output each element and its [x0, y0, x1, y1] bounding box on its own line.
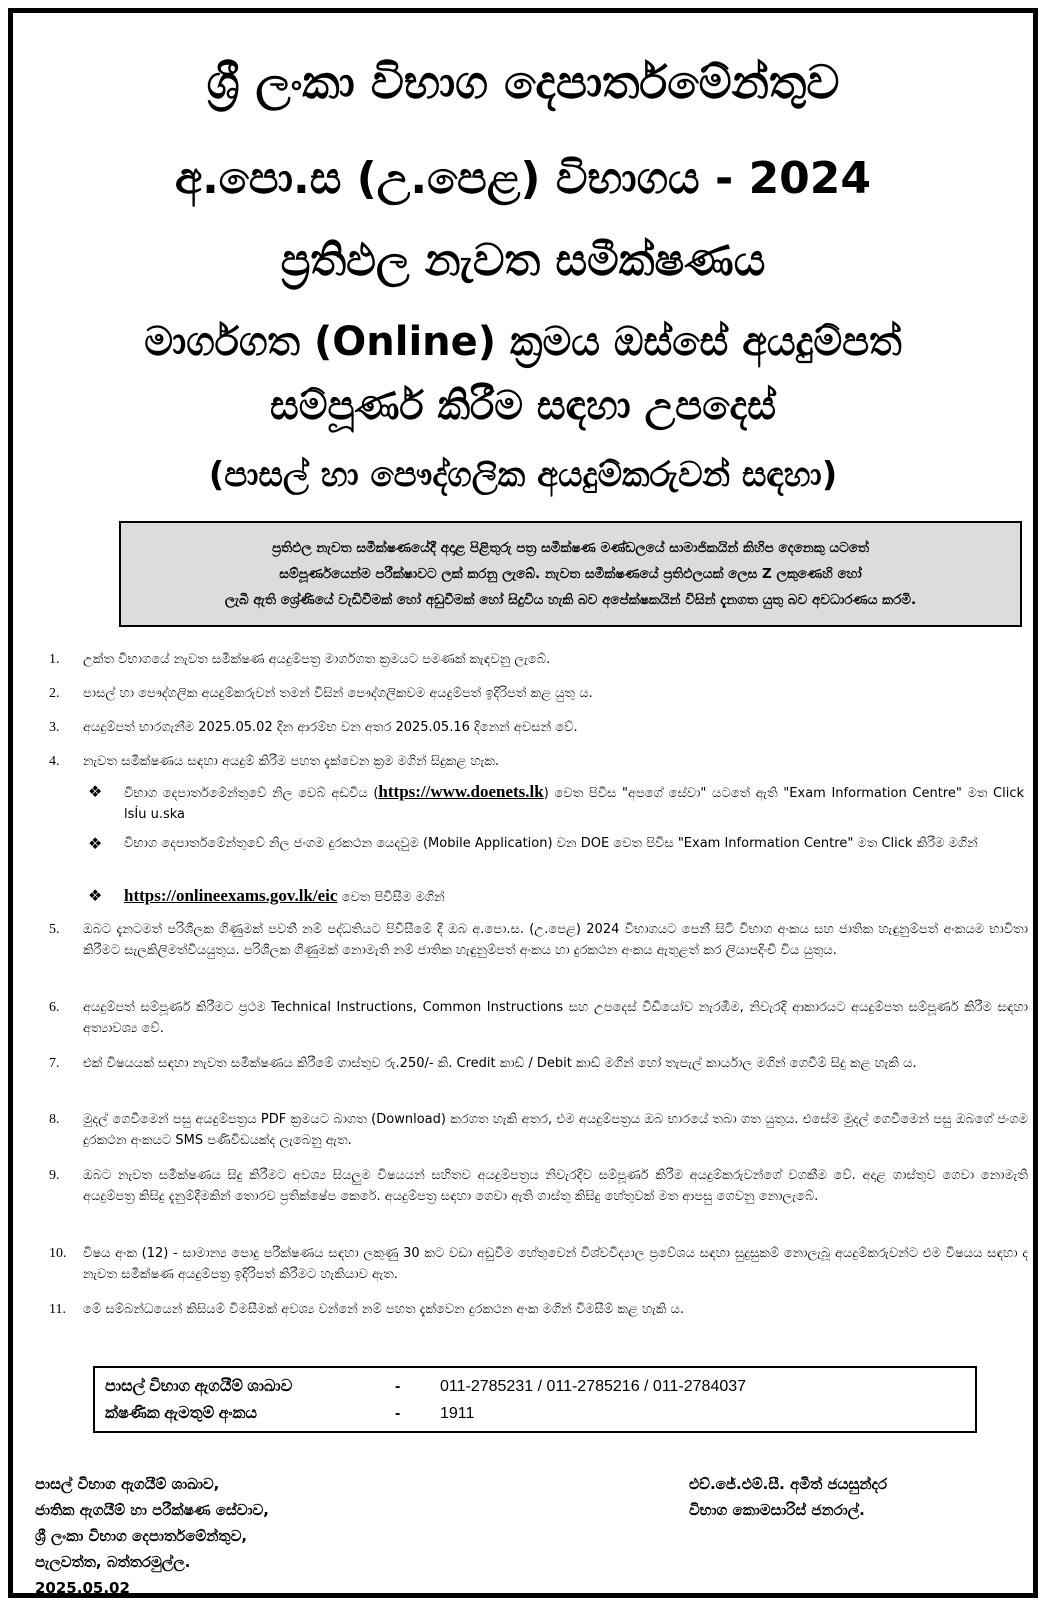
item-number: 9. — [49, 1168, 60, 1183]
commissioner-name: එච්.ජේ.එම්.සී. අමිත් ජයසුන්දර — [689, 1475, 888, 1493]
bullet-icon: ❖ — [88, 886, 103, 905]
item-number: 10. — [49, 1246, 67, 1261]
item-text: නැවත සමීක්ෂණය සඳහා අයදුම් කිරීම පහත දැක්වෙන ක්‍රම මගින් සිදුකළ හැක. — [83, 754, 500, 769]
item-number: 4. — [49, 754, 60, 769]
issue-date: 2025.05.02 — [35, 1579, 130, 1597]
notice-line: ප්‍රතිඵල නැවත සමීක්ෂණයේදී අදාළ පිළිතුරු පත්‍ර සමීක්ෂණ මණ්ඩලයේ සාමාජිකයින් කිහිප දෙනෙකු යටතේ — [271, 540, 870, 556]
notice-line: සම්පූර්ණයෙන්ම පරීක්ෂාවට ලක් කරනු ලැබේ. නැවත සමීක්ෂණයේ ප්‍රතිඵලයක් ලෙස Z ලකුණෙහි හෝ — [279, 566, 862, 582]
item-text: විෂය අංක (12) - සාමාන්‍ය පොදු පරීක්ෂණය සඳහා ලකුණු 30 කට වඩා අඩුවීම හේතුවෙන් විශ්වවිද්‍යාල ප්‍රවේශය සඳහා සුදුසුකම් නොලැබූ අයදුම්කරුවන්ට එම විෂයය සඳහා ද නැවත සමීක්ෂණ අයදුම්පත්‍ර ඉදිරිපත් කිරීමට හැකියාව ඇත. — [83, 1246, 1028, 1282]
item-number: 11. — [49, 1302, 66, 1317]
department-title: ශ්‍රී ලංකා විභාග දෙපාර්තමේන්තුව — [206, 55, 840, 109]
item-text: අයදුම්පත් භාරගැනීම 2025.05.02 දින ආරම්භ වන අතර 2025.05.16 දිනෙන් අවසන් වේ. — [83, 720, 578, 735]
applicant-type-subtitle: (පාසල් හා පෞද්ගලික අයදුම්කරුවන් සඳහා) — [208, 455, 838, 495]
item-text: ඔබට දැනටමත් පරිශීලක ගිණුමක් පවතී නම් පද්ධතියට පිවිසීමේ දී ඔබ අ.පො.ස. (උ.පෙළ) 2024 විභාගයට පෙනී සිටි විභාග අංකය සහ ජාතික හැඳුනුම්පත් අංකයම භාවිතා කිරීමට සැලකිලිමත්වියයුතුය. පරිශීලක ගිණුමක් නොමැති නම් ජාතික හැඳුනුම්පත් අංකය හා දුරකථන අංකය ඇතුළත් කර ලියාපදිංචි විය යුතුය. — [83, 922, 1028, 958]
notice-line: ලැබී ඇති ශ්‍රේණියේ වැඩිවීමක් හෝ අඩුවීමක් හෝ සිදුවිය හැකි බව අපේක්ෂකයින් විසින් දැනගත යුතු බව අවධාරණය කරමි. — [224, 592, 917, 608]
doenets-link[interactable]: https://www.doenets.lk — [378, 782, 544, 801]
bullet-icon: ❖ — [88, 782, 103, 801]
item-number: 3. — [49, 720, 60, 735]
item-text: එක් විෂයයක් සඳහා නැවත සමීක්ෂණය කිරීමේ ගාස්තුව රු.250/- කි. Credit කාඩ් / Debit කාඩ් මගින් හෝ තැපැල් කාර්යාල මගින් ගෙවීම් සිදු කළ හැකි ය. — [83, 1056, 917, 1071]
notice-page: ශ්‍රී ලංකා විභාග දෙපාර්තමේන්තුව අ.පො.ස (උ.පෙළ) විභාගය - 2024 ප්‍රතිඵල නැවත සමීක්ෂණය මාර්ගගත (Online) ක්‍රමය ඔස්සේ අයදුම්පත් සම්පූර්ණ කිරීම සඳහා උපදෙස් (පාසල් හා පෞද්ගලික අයදුම්කරුවන් සඳහා) ප්‍රතිඵල නැවත සමීක්ෂණයේදී අදාළ පිළිතුරු පත්‍ර සමීක්ෂණ මණ්ඩලයේ සාමාජිකයින් කිහිප දෙනෙකු යටතේ සම්පූර්ණයෙන්ම පරීක්ෂාවට ලක් කරනු ලැබේ. නැවත සමීක්ෂණයේ ප්‍රතිඵලයක් ලෙස Z ලකුණෙහි හෝ ලැබී ඇති ශ්‍රේණියේ වැඩිවීමක් හෝ අඩුවීමක් හෝ සිදුවිය හැකි බව අපේක්ෂකයින් විසින් දැනගත යුතු බව අවධාරණය කරමි. 1. උක්ත විභාගයේ නැවත සමීක්ෂණ අයදුම්පත්‍ර මාර්ගගත ක්‍රමයට පමණක් කැඳවනු ලැබේ. 2. පාසල් හා පෞද්ගලික අයදුම්කරුවන් තමන් විසින් පෞද්ගලිකවම අයදුම්පත් ඉදිරිපත් කළ යුතු ය. 3. අයදුම්පත් භාරගැනීම 2025.05.02 දින ආරම්භ වන අතර 2025.05.16 දිනෙන් අවසන් වේ. 4. නැවත සමීක්ෂණය සඳහා අයදුම් කිරීම පහත දැක්වෙන ක්‍රම මගින් සිදුකළ හැක. ❖ විභාග දෙපාර්තමේන්තුවේ නිල වෙබ් අඩවිය (https://www.doenets.lk) වෙත පිවිස "අපගේ සේවා" යටතේ ඇති "Exam Information Centre" මත Click lsÍu u.ska ❖ විභාග දෙපාර්තමේන්තුවේ නිල ජංගම දුරකථන යෙදවුම (Mobile Application) වන DOE වෙත පිවිස "Exam Information Centre" මත Click කිරීම මගින් ❖ https://onlineexams.gov.lk/eic වෙත පිවිසීම මගින් 5. ඔබට දැනටමත් පරිශීලක ගිණුමක් පවතී නම් පද්ධතියට පිවිසීමේ දී ඔබ අ.පො.ස. (උ.පෙළ) 2024 විභාගයට පෙනී සිටි විභාග අංකය සහ ජාතික හැඳුනුම්පත් අංකයම භාවිතා කිරීමට සැලකිලිමත්වියයුතුය. පරිශීලක ගිණුමක් නොමැති නම් ජාතික හැඳුනුම්පත් අංකය හා දුරකථන අංකය ඇතුළත් කර ලියාපදිංචි විය යුතුය. 6. අයදුම්පත් සම්පූර්ණ කිරීමට ප්‍රථම Technical Instructions, Common Instructions සහ උපදෙස් වීඩියෝව නැරඹීම, නිවැරදි ආකාරයට අයදුම්පත සම්පූර්ණ කිරීම සඳහා අත්‍යාවශ්‍ය වේ. 7. එක් විෂයයක් සඳහා නැවත සමීක්ෂණය කිරීමේ ගාස්තුව රු.250/- කි. Credit කාඩ් / Debit කාඩ් මගින් හෝ තැපැල් කාර්යාල මගින් ගෙවීම් සිදු කළ හැකි ය. 8. මුදල් ගෙවීමෙන් පසු අයදුම්පත්‍රය PDF ක්‍රමයට බාගත (Download) කරගත හැකි අතර, එම අයදුම්පත්‍රය ඔබ භාරයේ තබා ගත යුතුය. එසේම මුදල් ගෙවීමෙන් පසු ඔබගේ ජංගම දුරකථන අංකයට SMS පණිවිඩයක්ද ලැබෙනු ඇත. 9. ඔබට නැවත සමීක්ෂණය සිදු කිරීමට අවශ්‍ය සියලුම විෂයයන් සහිතව අයදුම්පත්‍රය නිවැරදිව සම්පූර්ණ කිරීම අයදුම්කරුවන්ගේ වගකීම වේ. අදාළ ගාස්තුව ගෙවා නොමැති අයදුම්පත්‍ර කිසිදු දැනුම්දීමකින් තොරව ප්‍රතික්ෂේප කෙරේ. අයදුම්පත්‍ර සඳහා ගෙවා ඇති ගාස්තු කිසිදු හේතුවක් මත ආපසු ගෙවනු නොලැබේ. 10. විෂය අංක (12) - සාමාන්‍ය පොදු පරීක්ෂණය සඳහා ලකුණු 30 කට වඩා අඩුවීම හේතුවෙන් විශ්වවිද්‍යාල ප්‍රවේශය සඳහා සුදුසුකම් නොලැබූ අයදුම්කරුවන්ට එම විෂයය සඳහා ද නැවත සමීක්ෂණ අයදුම්පත්‍ර ඉදිරිපත් කිරීමට හැකියාව ඇත. 11. මේ සම්බන්ධයෙන් කිසියම් විමසීමක් අවශ්‍ය වන්නේ නම් පහත දැක්වෙන දුරකථන අංක මගින් විමසීම් කළ හැකි ය. පාසල් විභාග ඇගයීම් ශාඛාව - 011-2785231 / 011-2785216 / 011-2784037 ක්ෂණික ඇමතුම් අංකය - 1911 පාසල් විභාග ඇගයීම් ශාඛාව, ජාතික ඇගයීම් හා පරීක්ෂණ සේවාව, ශ්‍රී ලංකා විභාග දෙපාර්තමේන්තුව, පැලවත්ත, බත්තරමුල්ල. 2025.05.02 එච්.ජේ.එම්.සී. අමිත් ජයසුන්දර විභාග කොමසාරිස් ජනරාල්. — [8, 8, 1038, 1598]
online-method-title: මාර්ගගත (Online) ක්‍රමය ඔස්සේ අයදුම්පත් — [144, 319, 902, 365]
item-text: පාසල් හා පෞද්ගලික අයදුම්කරුවන් තමන් විසින් පෞද්ගලිකවම අයදුම්පත් ඉදිරිපත් කළ යුතු ය. — [83, 686, 593, 701]
item-text: අයදුම්පත් සම්පූර්ණ කිරීමට ප්‍රථම Technical Instructions, Common Instructions සහ උපදෙස් වීඩියෝව නැරඹීම, නිවැරදි ආකාරයට අයදුම්පත සම්පූර්ණ කිරීම සඳහා අත්‍යාවශ්‍ය වේ. — [83, 1000, 1028, 1036]
contact-label: පාසල් විභාග ඇගයීම් ශාඛාව — [105, 1378, 293, 1395]
important-notice-box — [119, 521, 1022, 627]
item-number: 5. — [49, 922, 60, 937]
item-text: ඔබට නැවත සමීක්ෂණය සිදු කිරීමට අවශ්‍ය සියලුම විෂයයන් සහිතව අයදුම්පත්‍රය නිවැරදිව සම්පූර්ණ කිරීම අයදුම්කරුවන්ගේ වගකීම වේ. අදාළ ගාස්තුව ගෙවා නොමැති අයදුම්පත්‍ර කිසිදු දැනුම්දීමකින් තොරව ප්‍රතික්ෂේප කෙරේ. අයදුම්පත්‍ර සඳහා ගෙවා ඇති ගාස්තු කිසිදු හේතුවක් මත ආපසු ගෙවනු නොලැබේ. — [83, 1168, 1028, 1204]
exam-title: අ.පො.ස (උ.පෙළ) විභාගය - 2024 — [174, 153, 872, 204]
item-number: 7. — [49, 1056, 60, 1071]
item-number: 2. — [49, 686, 60, 701]
instructions-title: සම්පූර්ණ කිරීම සඳහා උපදෙස් — [269, 383, 777, 429]
bullet-icon: ❖ — [88, 834, 103, 853]
item-number: 6. — [49, 1000, 60, 1015]
item-text: මුදල් ගෙවීමෙන් පසු අයදුම්පත්‍රය PDF ක්‍රමයට බාගත (Download) කරගත හැකි අතර, එම අයදුම්පත්‍රය ඔබ භාරයේ තබා ගත යුතුය. එසේම මුදල් ගෙවීමෙන් පසු ඔබගේ ජංගම දුරකථන අංකයට SMS පණිවිඩයක්ද ලැබෙනු ඇත. — [83, 1112, 1028, 1148]
commissioner-title: විභාග කොමසාරිස් ජනරාල්. — [689, 1501, 865, 1519]
onlineexams-link[interactable]: https://onlineexams.gov.lk/eic — [124, 886, 338, 905]
issuing-office-address: පාසල් විභාග ඇගයීම් ශාඛාව, ජාතික ඇගයීම් හා පරීක්ෂණ සේවාව, ශ්‍රී ලංකා විභාග දෙපාර්තමේන්තුව, පැලවත්ත, බත්තරමුල්ල. 2025.05.02 — [35, 1471, 269, 1598]
item-text: මේ සම්බන්ධයෙන් කිසියම් විමසීමක් අවශ්‍ය වන්නේ නම් පහත දැක්වෙන දුරකථන අංක මගින් විමසීම් කළ හැකි ය. — [83, 1302, 685, 1317]
contact-label: ක්ෂණික ඇමතුම් අංකය — [105, 1405, 257, 1422]
contact-phone: 011-2785231 / 011-2785216 / 011-2784037 — [440, 1378, 747, 1395]
item-number: 8. — [49, 1112, 60, 1127]
contact-table: පාසල් විභාග ඇගයීම් ශාඛාව - 011-2785231 / 011-2785216 / 011-2784037 ක්ෂණික ඇමතුම් අංකය - 1911 — [93, 1366, 977, 1433]
recorrection-title: ප්‍රතිඵල නැවත සමීක්ෂණය — [280, 235, 766, 286]
hotline-number: 1911 — [440, 1405, 475, 1422]
item-text: උක්ත විභාගයේ නැවත සමීක්ෂණ අයදුම්පත්‍ර මාර්ගගත ක්‍රමයට පමණක් කැඳවනු ලැබේ. — [83, 652, 551, 667]
item-number: 1. — [49, 652, 60, 667]
commissioner-signature-block — [689, 1471, 887, 1523]
